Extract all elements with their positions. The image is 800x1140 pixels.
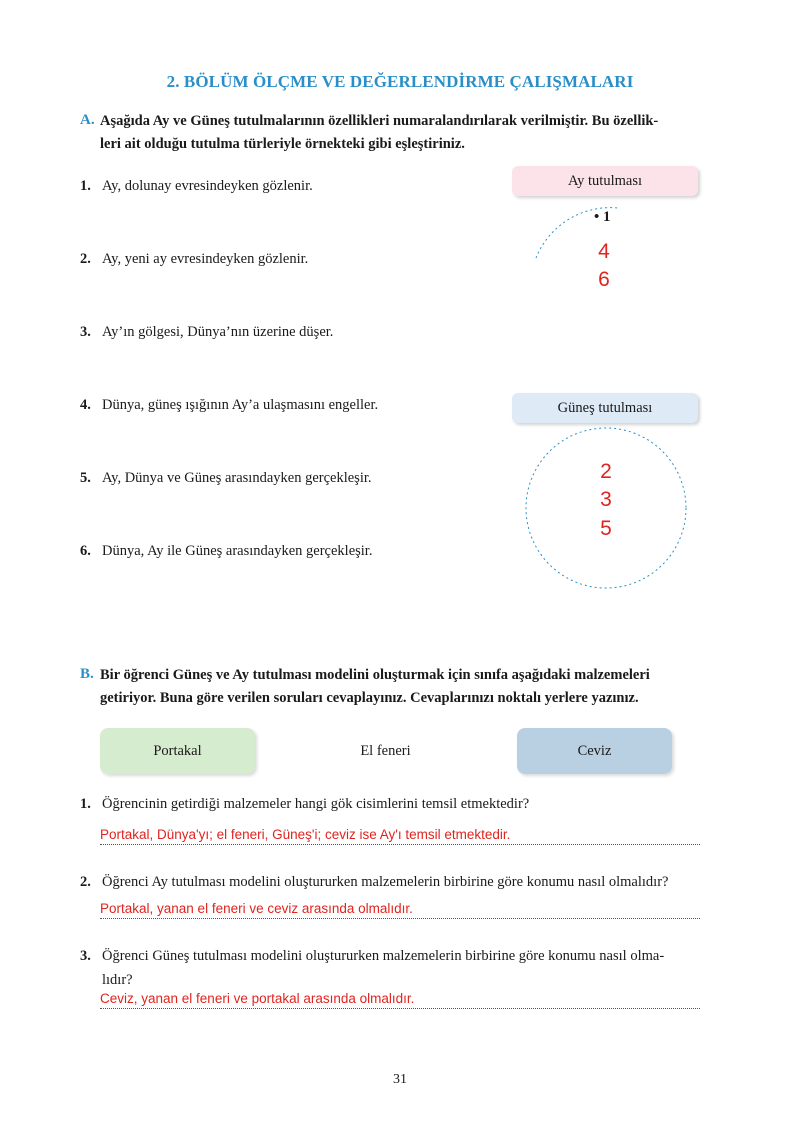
item-number: 4.: [80, 397, 91, 413]
section-a-instruction: [100, 110, 710, 156]
question-number: 1.: [80, 796, 91, 812]
ay-example-item: • 1: [594, 209, 611, 225]
question-text: Öğrenci Güneş tutulması modelini oluştururken malzemelerin birbirine göre konumu nasıl olma-: [102, 948, 665, 964]
answer-line: [100, 826, 700, 845]
item-number: 5.: [80, 470, 91, 486]
question: [80, 870, 710, 894]
question-text-continued: lıdır?: [102, 972, 133, 988]
ay-answer: 6: [598, 268, 610, 291]
section-b-instruction: [100, 664, 710, 710]
item-text: Ay, yeni ay evresindeyken gözlenir.: [102, 251, 309, 267]
answer-line: [100, 900, 700, 919]
gunes-answer: 2: [600, 460, 612, 483]
answer-text: Ceviz, yanan el feneri ve portakal arasında olmalıdır.: [100, 991, 415, 1006]
list-item: [80, 251, 308, 268]
item-text: Dünya, güneş ışığının Ay’a ulaşmasını engeller.: [102, 397, 379, 413]
item-number: 2.: [80, 251, 91, 267]
answer-line: [100, 990, 700, 1009]
list-item: [80, 324, 333, 341]
section-a-instruction-line1: Aşağıda Ay ve Güneş tutulmalarının özellikleri numaralandırılarak verilmiştir. Bu özellik-: [100, 113, 659, 129]
item-number: 6.: [80, 543, 91, 559]
answer-text: Portakal, yanan el feneri ve ceviz arasında olmalıdır.: [100, 901, 413, 916]
ay-answer: 4: [598, 240, 610, 263]
item-text: Dünya, Ay ile Güneş arasındayken gerçekleşir.: [102, 543, 373, 559]
list-item: [80, 397, 378, 414]
page-number: 31: [393, 1072, 407, 1087]
answer-text: Portakal, Dünya'yı; el feneri, Güneş'i; ceviz ise Ay'ı temsil etmektedir.: [100, 827, 511, 842]
item-text: Ay, dolunay evresindeyken gözlenir.: [102, 178, 313, 194]
question: [80, 944, 710, 992]
question-text: Öğrencinin getirdiği malzemeler hangi gök cisimlerini temsil etmektedir?: [102, 796, 530, 812]
section-b-letter: B.: [80, 666, 94, 682]
material-ceviz: Ceviz: [517, 728, 672, 774]
gunes-tutulmasi-label: Güneş tutulması: [512, 393, 698, 423]
gunes-answer: 3: [600, 488, 612, 511]
section-a-letter: A.: [80, 112, 95, 128]
page-title: 2. BÖLÜM ÖLÇME VE DEĞERLENDİRME ÇALIŞMALARI: [166, 72, 634, 91]
section-a-instruction-line2: leri ait olduğu tutulma türleriyle örnekteki gibi eşleştiriniz.: [100, 136, 465, 152]
item-number: 1.: [80, 178, 91, 194]
list-item: [80, 470, 372, 487]
item-text: Ay’ın gölgesi, Dünya’nın üzerine düşer.: [102, 324, 334, 340]
material-portakal: Portakal: [100, 728, 255, 774]
material-el-feneri: El feneri: [360, 743, 411, 759]
item-text: Ay, Dünya ve Güneş arasındayken gerçekleşir.: [102, 470, 372, 486]
list-item: [80, 178, 313, 195]
question-number: 2.: [80, 874, 91, 890]
question-text: Öğrenci Ay tutulması modelini oluştururken malzemelerin birbirine göre konumu nasıl olmalıdır?: [102, 874, 669, 890]
section-b-instruction-line2: getiriyor. Buna göre verilen soruları cevaplayınız. Cevaplarınızı noktalı yerlere yazınız.: [100, 690, 639, 706]
ay-tutulmasi-label: Ay tutulması: [512, 166, 698, 196]
list-item: [80, 543, 372, 560]
section-b-instruction-line1: Bir öğrenci Güneş ve Ay tutulması modelini oluşturmak için sınıfa aşağıdaki malzemeleri: [100, 667, 650, 683]
question: [80, 792, 710, 816]
question-number: 3.: [80, 948, 91, 964]
gunes-answer: 5: [600, 517, 612, 540]
item-number: 3.: [80, 324, 91, 340]
